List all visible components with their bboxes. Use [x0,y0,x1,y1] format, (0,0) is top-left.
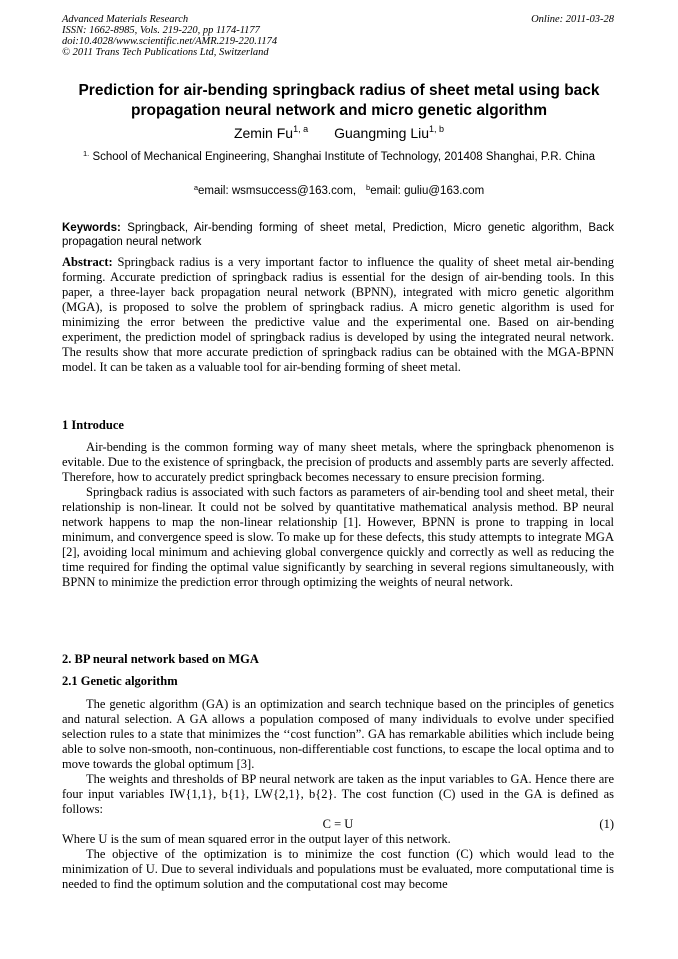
author-list [60,124,618,142]
copyright-line: © 2011 Trans Tech Publications Ltd, Switzerland [62,47,269,58]
paper-title: Prediction for air-bending springback radius of sheet metal using back propagation neural network and micro genetic algorithm [78,82,600,119]
author-name: Zemin Fu [233,125,294,141]
abstract-label: Abstract: [62,255,113,269]
body-paragraph: Air-bending is the common forming way of many sheet metals, where the springback phenomenon is evitable. Due to the existence of springback, the precision of products and assembly parts are severly affected. Therefore, how to accurately predict springback becomes necessary to ensure precision forming. [62,440,614,484]
body-paragraph: The weights and thresholds of BP neural network are taken as the input variables to GA. Hence there are four input variables IW{1,1}, b{1}, LW{2,1}, b{2}. The cost function (C) used in the GA is defined as follows: [62,772,614,816]
section-introduce-body [62,440,614,590]
affiliation-text: School of Mechanical Engineering, Shanghai Institute of Technology, 201408 Shanghai, P.R. China [92,151,595,163]
issn-line: ISSN: 1662-8985, Vols. 219-220, pp 1174-1177 [62,25,260,36]
abstract [62,255,614,375]
section-ga-body [62,697,614,892]
email-1[interactable]: email: wsmsuccess@163.com, [198,185,357,197]
author-emails [60,184,618,199]
affiliation-mark: 1. [83,149,90,158]
body-paragraph: The objective of the optimization is to minimize the cost function (C) which would lead to the minimization of U. Due to several individuals and populations must be evaluated, more computational time is needed to find the optimum solution and the computational cost may become [62,847,614,891]
keywords [62,221,614,249]
section-heading-introduce: 1 Introduce [62,418,124,432]
equation-text: C = U [322,817,354,831]
section-heading-bp-mga: 2. BP neural network based on MGA [62,652,259,666]
email-mark: a [193,183,198,192]
author-affil-mark: 1, b [429,124,445,134]
body-paragraph: Springback radius is associated with such factors as parameters of air-bending tool and sheet metal, their relationship is non-linear. It could not be solved by quantitative mathematical analysis method. BP neural network happens to map the non-linear relationship [1]. However, BPNN is prone to trapping in local minimum, and convergence speed is slow. To make up for these defects, this study attempts to integrate MGA [2], avoiding local minimum and achieving global convergence quickly and correctly as well as reducing the time required for finding the optimal value significantly by searching in several regions simultaneously, with BPNN to minimize the prediction error through optimizing the weights of neural network. [62,485,614,589]
keywords-label: Keywords: [62,222,121,234]
journal-name: Advanced Materials Research [62,14,189,25]
journal-header [62,14,277,58]
doi-line: doi:10.4028/www.scientific.net/AMR.219-220.1174 [62,36,278,47]
subsection-heading-ga: 2.1 Genetic algorithm [62,674,178,688]
body-paragraph: Where U is the sum of mean squared error in the output layer of this network. [62,832,451,846]
equation-1 [62,817,614,832]
affiliation [80,150,598,165]
keywords-text: Springback, Air-bending forming of sheet metal, Prediction, Micro genetic algorithm, Back propagation neural network [62,222,614,248]
email-2[interactable]: email: guliu@163.com [370,185,485,197]
author-2 [334,125,444,141]
online-date: Online: 2011-03-28 [531,14,614,25]
author-1 [234,125,308,141]
email-mark: b [366,183,371,192]
equation-number: (1) [599,817,614,831]
body-paragraph: The genetic algorithm (GA) is an optimization and search technique based on the principles of genetics and natural selection. A GA allows a population composed of many individuals to evolve under specified selection rules to a state that minimizes the ‘‘cost function”. GA has remarkable abilities which include being able to solve non-smooth, non-continuous, non-differentiable cost functions, to escape the local optima and to move towards the global optimum [3]. [62,697,614,771]
abstract-paragraph [62,255,614,375]
abstract-text: Springback radius is a very important factor to influence the quality of sheet metal air-bending forming. Accurate prediction of springback radius is essential for the design of air-bending tools. In this paper, a three-layer back propagation neural network (BPNN), integrated with micro genetic algorithm (MGA), is proposed to solve the problem of springback radius. A micro genetic algorithm is used for minimizing the error between the predictive value and the experimental one. Based on air-bending experiment, the prediction model of springback radius is developed by using the integrated neural network. The results show that more accurate prediction of springback radius can be obtained with the MGA-BPNN model. It can be taken as a valuable tool for air-bending forming of sheet metal. [62,255,614,374]
author-affil-mark: 1, a [293,124,309,134]
author-name: Guangming Liu [334,125,430,141]
